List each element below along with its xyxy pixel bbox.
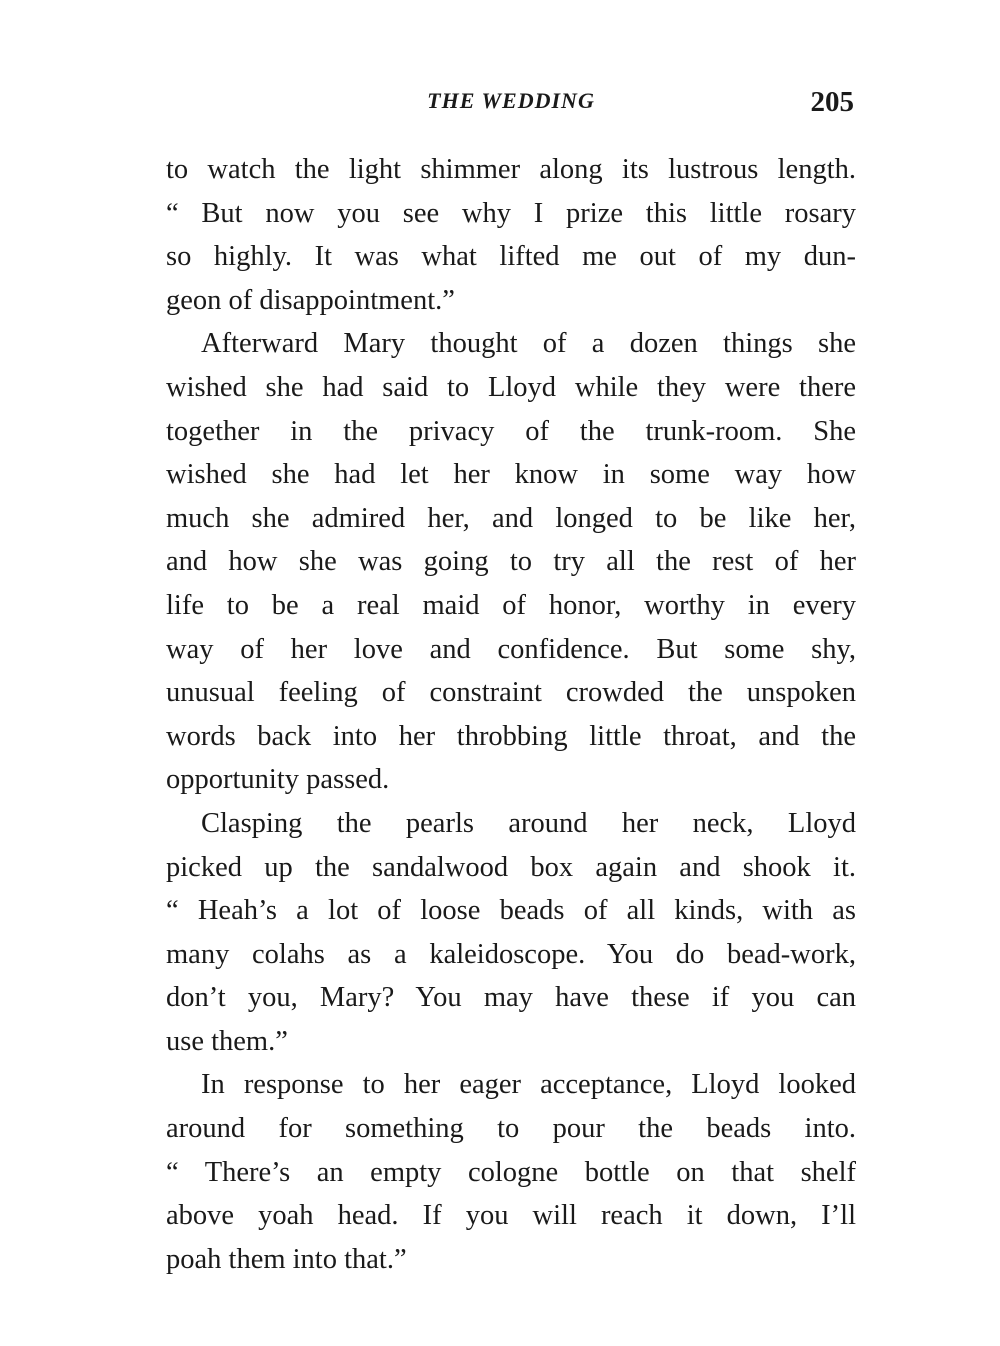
text-line: so highly. It was what lifted me out of my dun- xyxy=(166,241,856,273)
text-line: Clasping the pearls around her neck, Lloyd xyxy=(201,807,856,839)
running-title: THE WEDDING xyxy=(427,88,595,113)
text-line: picked up the sandalwood box again and shook it. xyxy=(166,851,856,883)
text-line: words back into her throbbing little throat, and the xyxy=(166,720,856,752)
text-line: wished she had said to Lloyd while they were there xyxy=(166,371,856,403)
paragraph-4 xyxy=(166,1063,856,1281)
text-line: opportunity passed. xyxy=(166,764,390,796)
text-line: poah them into that.” xyxy=(166,1243,407,1275)
paragraph-3 xyxy=(166,802,856,1064)
text-line: above yoah head. If you will reach it down, I’ll xyxy=(166,1200,856,1232)
text-line: use them.” xyxy=(166,1025,288,1057)
text-line: unusual feeling of constraint crowded the unspoken xyxy=(166,677,856,709)
text-line: don’t you, Mary? You may have these if you can xyxy=(166,982,856,1014)
text-line: around for something to pour the beads into. xyxy=(166,1113,856,1145)
text-line: and how she was going to try all the rest of her xyxy=(166,546,856,578)
body-text xyxy=(166,148,856,1281)
text-line: wished she had let her know in some way how xyxy=(166,459,856,491)
text-line: geon of disappointment.” xyxy=(166,284,455,316)
text-line: In response to her eager acceptance, Lloyd looked xyxy=(201,1069,856,1101)
text-line: many colahs as a kaleidoscope. You do bead-work, xyxy=(166,938,856,970)
running-header xyxy=(166,88,856,122)
paragraph-1 xyxy=(166,148,856,322)
text-line: “ Heah’s a lot of loose beads of all kinds, with as xyxy=(166,895,856,927)
text-line: “ But now you see why I prize this little rosary xyxy=(166,197,856,229)
paragraph-2 xyxy=(166,322,856,802)
text-line: together in the privacy of the trunk-room. She xyxy=(166,415,856,447)
text-line: way of her love and confidence. But some shy, xyxy=(166,633,856,665)
text-line: “ There’s an empty cologne bottle on that shelf xyxy=(166,1156,856,1188)
page-number: 205 xyxy=(810,86,854,118)
text-line: Afterward Mary thought of a dozen things she xyxy=(201,328,856,360)
text-line: much she admired her, and longed to be like her, xyxy=(166,502,856,534)
text-line: life to be a real maid of honor, worthy in every xyxy=(166,589,856,621)
text-line: to watch the light shimmer along its lustrous length. xyxy=(166,154,856,185)
